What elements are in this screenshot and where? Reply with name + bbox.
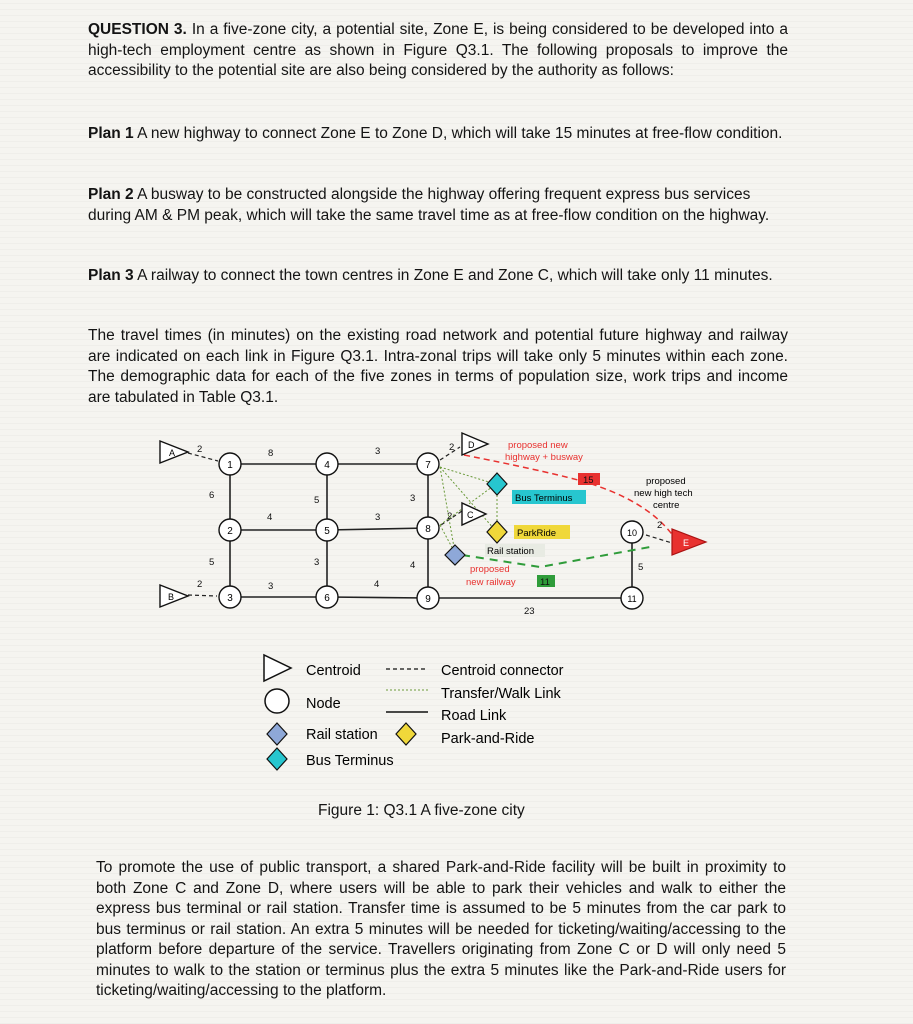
proposed-railway-label-1: proposed bbox=[470, 564, 510, 575]
svg-text:4: 4 bbox=[374, 579, 380, 590]
node-10 bbox=[621, 521, 643, 543]
legend-node: Node bbox=[306, 696, 341, 712]
svg-text:5: 5 bbox=[314, 495, 320, 506]
svg-text:23: 23 bbox=[524, 606, 535, 617]
legend-centroid-icon bbox=[264, 655, 291, 681]
legend-rail-station: Rail station bbox=[306, 727, 378, 743]
svg-text:B: B bbox=[168, 592, 175, 602]
legend-road-link: Road Link bbox=[441, 708, 507, 724]
plan-2 bbox=[88, 185, 788, 226]
high-tech-label-2: new high tech bbox=[634, 488, 693, 499]
svg-text:7: 7 bbox=[425, 460, 431, 471]
svg-text:3: 3 bbox=[410, 493, 416, 504]
centroid-b bbox=[160, 585, 188, 607]
svg-text:3: 3 bbox=[227, 593, 233, 604]
plan-1-text: A new highway to connect Zone E to Zone D, which will take 15 minutes at free-flow condition. bbox=[137, 125, 783, 142]
legend bbox=[264, 655, 564, 770]
svg-text:D: D bbox=[468, 440, 475, 450]
plan-3-text: A railway to connect the town centres in Zone E and Zone C, which will take only 11 minutes. bbox=[137, 267, 773, 284]
svg-text:2: 2 bbox=[197, 579, 203, 590]
centroid-e bbox=[672, 529, 706, 555]
centroid-d bbox=[462, 433, 488, 455]
svg-text:1: 1 bbox=[227, 460, 233, 471]
plan-1-label: Plan 1 bbox=[88, 125, 134, 142]
legend-bus-terminus-icon bbox=[267, 748, 287, 770]
node-3 bbox=[219, 586, 241, 608]
svg-text:6: 6 bbox=[209, 490, 215, 501]
svg-text:A: A bbox=[169, 448, 176, 458]
rail-station-label: Rail station bbox=[487, 546, 534, 557]
node-6 bbox=[316, 586, 338, 608]
plan-1 bbox=[88, 124, 788, 145]
svg-text:8: 8 bbox=[268, 448, 274, 459]
plan-2-label: Plan 2 bbox=[88, 186, 134, 203]
travel-times-paragraph: The travel times (in minutes) on the existing road network and potential future highway and railway are indicated on each link in Figure Q3.1. Intra-zonal trips will take only 5 minutes within each zone. The demographic data for each of the five zones in terms of population size, work trips and income are tabulated in Table Q3.1. bbox=[88, 327, 788, 406]
plan-2-text: A busway to be constructed alongside the highway offering frequent express bus services during AM & PM peak, which will take the same travel time as at free-flow condition on the highway. bbox=[88, 186, 770, 224]
question-intro bbox=[88, 20, 788, 82]
svg-text:11: 11 bbox=[627, 594, 637, 604]
legend-node-icon bbox=[265, 689, 289, 713]
centroid-a bbox=[160, 441, 188, 463]
node-8 bbox=[417, 517, 439, 539]
proposed-railway-label-2: new railway bbox=[466, 577, 516, 588]
railway-time-label: 11 bbox=[540, 577, 550, 588]
proposed-highway-label-1: proposed new bbox=[508, 440, 568, 451]
park-ride-label: ParkRide bbox=[517, 528, 557, 539]
svg-text:C: C bbox=[467, 510, 474, 520]
question-intro-text: In a five-zone city, a potential site, Zone E, is being considered to be developed into a high-tech employment centre as shown in Figure Q3.1. The following proposals to improve the accessibility to the potential site are also being considered by the authority as follows: bbox=[88, 21, 788, 79]
legend-bus-terminus: Bus Terminus bbox=[306, 753, 394, 769]
svg-text:2: 2 bbox=[227, 526, 233, 537]
plan-3 bbox=[88, 266, 788, 287]
svg-text:2: 2 bbox=[657, 520, 663, 531]
legend-transfer-walk: Transfer/Walk Link bbox=[441, 686, 561, 702]
svg-text:E: E bbox=[683, 538, 690, 548]
svg-text:8: 8 bbox=[425, 524, 431, 535]
node-5 bbox=[316, 519, 338, 541]
svg-text:10: 10 bbox=[626, 528, 638, 538]
node-1 bbox=[219, 453, 241, 475]
svg-text:4: 4 bbox=[410, 560, 416, 571]
svg-text:2: 2 bbox=[447, 511, 453, 522]
plan-3-label: Plan 3 bbox=[88, 267, 134, 284]
legend-rail-station-icon bbox=[267, 723, 287, 745]
figure-caption: Figure 1: Q3.1 A five-zone city bbox=[318, 802, 525, 819]
svg-text:4: 4 bbox=[267, 512, 273, 523]
node-2 bbox=[219, 519, 241, 541]
svg-text:4: 4 bbox=[324, 460, 330, 471]
bus-terminus-label: Bus Terminus bbox=[515, 493, 573, 504]
svg-text:2: 2 bbox=[449, 442, 455, 453]
proposed-highway-label-2: highway + busway bbox=[505, 452, 583, 463]
centroid-c bbox=[462, 503, 486, 525]
legend-centroid: Centroid bbox=[306, 663, 361, 679]
svg-text:5: 5 bbox=[209, 557, 215, 568]
park-ride-paragraph: To promote the use of public transport, a shared Park-and-Ride facility will be built in proximity to both Zone C and Zone D, where users will be able to park their vehicles and walk to either the express bus terminal or rail station. Transfer time is assumed to be 5 minutes from the car park to bus terminus or rail station. An extra 5 minutes will be needed for ticketing/waiting/accessing to the platform before departure of the service. Travellers originating from Zone C or D will only need 5 minutes to walk to the station or terminus plus the extra 5 minutes like the Park-and-Ride users for ticketing/waiting/accessing to the platform. bbox=[96, 859, 786, 999]
network-figure bbox=[0, 425, 913, 805]
legend-park-ride-icon bbox=[396, 723, 416, 745]
bus-terminus-marker bbox=[487, 473, 507, 495]
svg-text:5: 5 bbox=[324, 526, 330, 537]
legend-park-ride: Park-and-Ride bbox=[441, 731, 535, 747]
svg-text:2: 2 bbox=[197, 444, 203, 455]
svg-text:3: 3 bbox=[314, 557, 320, 568]
svg-text:6: 6 bbox=[324, 593, 330, 604]
highway-time-label: 15 bbox=[583, 475, 594, 486]
node-11 bbox=[621, 587, 643, 609]
legend-centroid-connector: Centroid connector bbox=[441, 663, 564, 679]
node-4 bbox=[316, 453, 338, 475]
high-tech-label-1: proposed bbox=[646, 476, 686, 487]
high-tech-label-3: centre bbox=[653, 500, 680, 511]
svg-text:3: 3 bbox=[375, 446, 381, 457]
question-title: QUESTION 3. bbox=[88, 21, 187, 38]
svg-text:5: 5 bbox=[638, 562, 644, 573]
node-7 bbox=[417, 453, 439, 475]
svg-text:3: 3 bbox=[268, 581, 274, 592]
rail-station-marker bbox=[445, 545, 465, 565]
svg-text:9: 9 bbox=[425, 594, 431, 605]
node-9 bbox=[417, 587, 439, 609]
svg-text:3: 3 bbox=[375, 512, 381, 523]
